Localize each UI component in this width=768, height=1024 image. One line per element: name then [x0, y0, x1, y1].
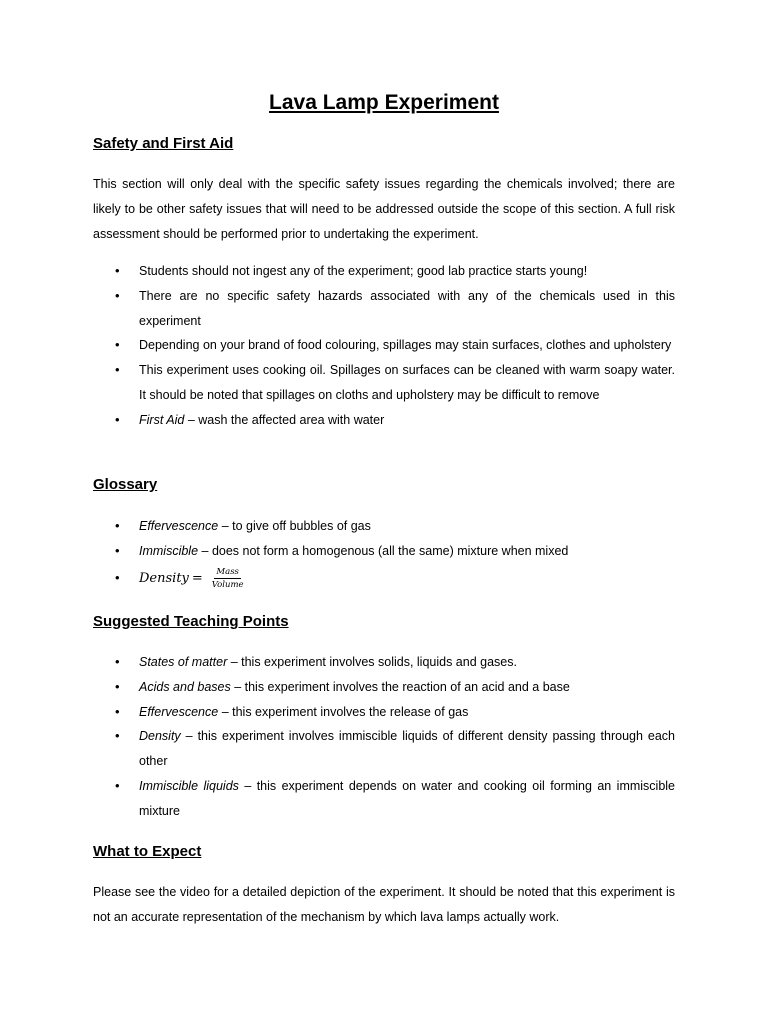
glossary-item	[93, 566, 675, 591]
bullet-icon: •	[115, 287, 120, 303]
safety-bullet-text: There are no specific safety hazards associated with any of the chemicals used in this experiment	[139, 288, 675, 328]
safety-bullet-text: Depending on your brand of food colouring, spillages may stain surfaces, clothes and upholstery	[139, 338, 672, 353]
teaching-term: States of matter	[139, 655, 228, 669]
safety-bullet-item	[93, 408, 675, 433]
bullet-icon: •	[115, 728, 120, 744]
teaching-item	[93, 700, 675, 725]
safety-bullet-item	[93, 284, 675, 334]
formula-lhs: Density	[139, 570, 189, 586]
bullet-icon: •	[115, 337, 120, 353]
glossary-heading: Glossary	[93, 476, 158, 493]
safety-bullet-item	[93, 358, 675, 408]
bullet-icon: •	[115, 362, 120, 378]
first-aid-text: – wash the affected area with water	[184, 412, 385, 427]
safety-heading: Safety and First Aid	[93, 135, 234, 152]
teaching-term: Immiscible liquids	[139, 778, 239, 793]
teaching-term: Acids and bases	[139, 679, 231, 694]
formula-denominator: Volume	[211, 580, 244, 591]
formula-equals: =	[191, 570, 203, 586]
teaching-text: – this experiment involves solids, liquids and gases.	[227, 655, 517, 669]
teaching-item	[93, 774, 675, 824]
bullet-icon: •	[115, 569, 120, 585]
glossary-term: Immiscible	[139, 543, 199, 558]
safety-intro-paragraph: This section will only deal with the specific safety issues regarding the chemicals involved; there are likely to be other safety issues that will need to be addressed outside the scope of this section. A full risk assessment should be performed prior to undertaking the experiment.	[93, 177, 675, 241]
safety-bullet-text: Students should not ingest any of the experiment; good lab practice starts young!	[139, 264, 588, 278]
bullet-icon: •	[115, 678, 120, 694]
bullet-icon: •	[115, 411, 120, 427]
safety-bullet-list	[93, 259, 675, 433]
document-title: Lava Lamp Experiment	[269, 91, 499, 114]
glossary-term: Effervescence	[139, 519, 219, 533]
first-aid-term: First Aid	[139, 412, 185, 427]
teaching-heading: Suggested Teaching Points	[93, 613, 289, 630]
glossary-definition: – does not form a homogenous (all the same) mixture when mixed	[198, 543, 569, 558]
bullet-icon: •	[115, 518, 120, 533]
teaching-term: Density	[139, 729, 181, 744]
teaching-text: – this experiment involves immiscible liquids of different density passing through each other	[139, 729, 675, 769]
teaching-item	[93, 724, 675, 774]
safety-bullet-item	[93, 259, 675, 284]
glossary-item	[93, 539, 675, 564]
teaching-item	[93, 675, 675, 700]
expect-heading: What to Expect	[93, 843, 202, 860]
teaching-text: – this experiment involves the release of gas	[218, 704, 469, 719]
teaching-list	[93, 650, 675, 824]
teaching-text: – this experiment depends on water and cooking oil forming an immiscible mixture	[139, 778, 675, 818]
bullet-icon: •	[115, 263, 120, 278]
teaching-item	[93, 650, 675, 675]
bullet-icon: •	[115, 654, 120, 669]
teaching-text: – this experiment involves the reaction of an acid and a base	[230, 679, 570, 694]
safety-bullet-item	[93, 333, 675, 358]
glossary-item	[93, 514, 675, 539]
bullet-icon: •	[115, 542, 120, 558]
density-formula	[139, 567, 246, 591]
glossary-definition: – to give off bubbles of gas	[218, 519, 371, 533]
bullet-icon: •	[115, 777, 120, 793]
formula-numerator: Mass	[216, 567, 239, 578]
expect-paragraph: Please see the video for a detailed depiction of the experiment. It should be noted that this experiment is not an accurate representation of the mechanism by which lava lamps actually work.	[93, 885, 675, 924]
bullet-icon: •	[115, 703, 120, 719]
safety-bullet-text: This experiment uses cooking oil. Spillages on surfaces can be cleaned with warm soapy water. It should be noted that spillages on cloths and upholstery may be difficult to remove	[139, 363, 675, 402]
formula-fraction	[210, 567, 246, 590]
teaching-term: Effervescence	[139, 704, 219, 719]
glossary-list	[93, 514, 675, 591]
